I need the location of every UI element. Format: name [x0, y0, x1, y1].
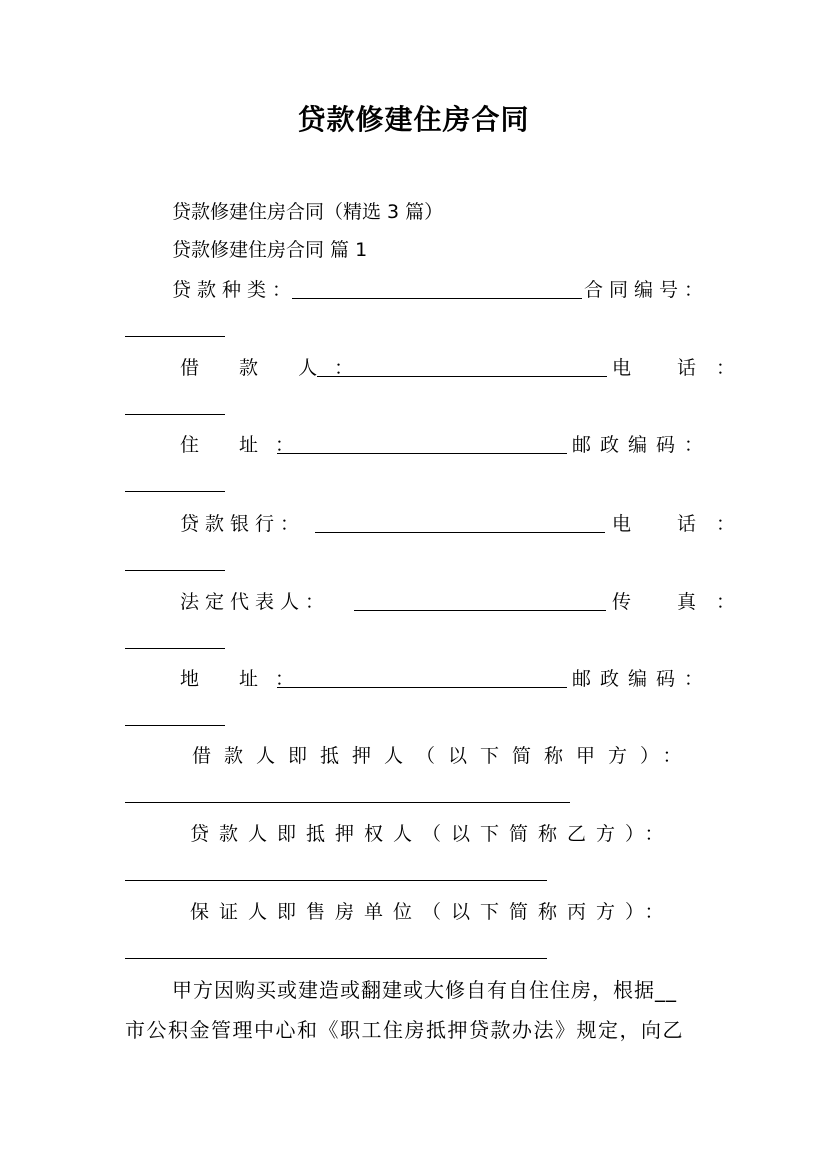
postcode-label-1: 邮政编码： [572, 434, 713, 456]
body-line-1: 甲方因购买或建造或翻建或大修自有自住住房，根据__ [172, 978, 677, 1002]
party-b-blank [125, 880, 547, 881]
borrower-label: 借 款 人： [180, 357, 371, 379]
postcode-label-2: 邮政编码： [572, 668, 713, 690]
legal-rep-blank [354, 610, 606, 611]
address-label: 住 址： [180, 434, 312, 456]
document-subtitle: 贷款修建住房合同（精选 3 篇） [172, 201, 444, 223]
party-a-label: 借款人即抵押人（以下简称甲方）： [192, 745, 695, 767]
postcode-blank-2 [125, 725, 225, 726]
borrower-phone-label: 电 话： [612, 357, 756, 379]
contract-no-blank [125, 336, 225, 337]
party-c-blank [125, 958, 547, 959]
bank-blank [315, 532, 605, 533]
party-a-blank [125, 802, 570, 803]
party-b-label: 贷款人即抵押权人（以下简称乙方）： [190, 823, 674, 845]
bank-label: 贷款银行： [180, 513, 306, 535]
loan-type-blank [292, 298, 582, 299]
bank-address-blank [277, 687, 567, 688]
legal-rep-label: 法定代表人： [180, 591, 331, 613]
postcode-blank-1 [125, 491, 225, 492]
bank-address-label: 地 址： [180, 668, 312, 690]
bank-phone-label: 电 话： [612, 513, 756, 535]
loan-type-label: 贷款种类： [172, 279, 298, 301]
body-line-2: 市公积金管理中心和《职工住房抵押贷款办法》规定，向乙 [125, 1018, 684, 1042]
section-heading: 贷款修建住房合同 篇 1 [172, 239, 368, 261]
contract-no-label: 合同编号： [584, 279, 710, 301]
document-title: 贷款修建住房合同 [297, 103, 530, 136]
party-c-label: 保证人即售房单位（以下简称丙方）： [190, 901, 674, 923]
borrower-phone-blank [125, 414, 225, 415]
bank-phone-blank [125, 570, 225, 571]
fax-label: 传 真： [612, 591, 756, 613]
borrower-blank [317, 376, 607, 377]
fax-blank [125, 648, 225, 649]
address-blank [277, 453, 567, 454]
